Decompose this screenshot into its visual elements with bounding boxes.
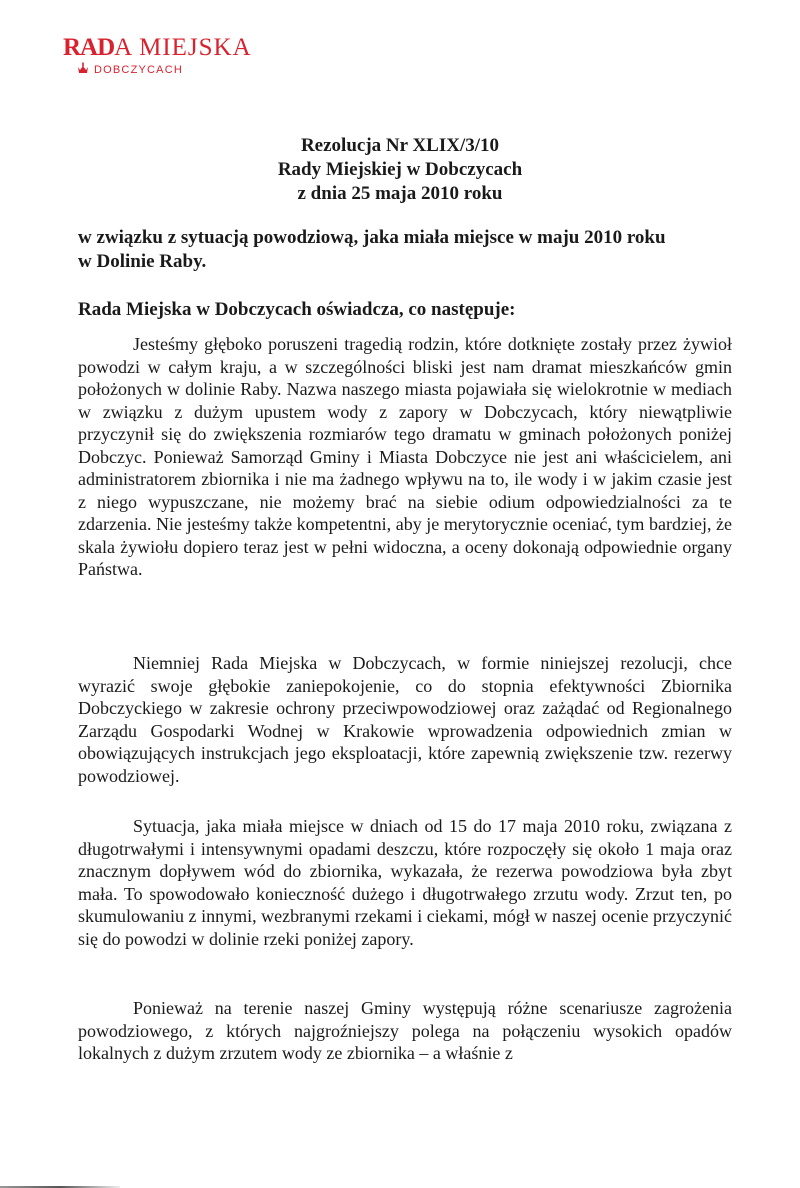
crown-emblem-icon (77, 62, 89, 74)
stamp-title (63, 34, 252, 62)
resolution-date: z dnia 25 maja 2010 roku (297, 183, 503, 204)
subject-line-2: w Dolinie Raby. (78, 251, 207, 272)
resolution-subject (78, 226, 758, 274)
resolution-number: Rezolucja Nr XLIX/3/10 (300, 135, 500, 156)
council-stamp (63, 34, 252, 76)
stamp-title-rest: A MIEJSKA (114, 34, 252, 61)
subject-line-1: w związku z sytuacją powodziową, jaka miała miejsce w maju 2010 roku (78, 227, 666, 248)
stamp-title-bold: RAD (63, 34, 115, 61)
paragraph-1: Jesteśmy głęboko poruszeni tragedią rodzin, które dotknięte zostały przez żywioł powodzi w całym kraju, a w szczególności bliski jest nam dramat mieszkańców gmin położonych w dolinie Raby. Nazwa naszego miasta pojawiała się wielokrotnie w mediach w związku z dużym upustem wody z zapory w Dobczycach, który niewątpliwie przyczynił się do zwiększenia rozmiarów tego dramatu w gminach położonych poniżej Dobczyc. Ponieważ Samorząd Gminy i Miasta Dobczyce nie jest ani właścicielem, ani administratorem zbiornika i nie ma żadnego wpływu na to, ile wody i w jakim czasie jest z niego wypuszczane, nie możemy brać na siebie odium odpowiedzialności za te zdarzenia. Nie jesteśmy także kompetentni, aby je merytorycznie oceniać, tym bardziej, że skala żywiołu dopiero teraz jest w pełni widoczna, a oceny dokonają odpowiednie organy Państwa. (78, 334, 732, 579)
resolution-issuer: Rady Miejskiej w Dobczycach (277, 159, 523, 180)
declaration-heading: Rada Miejska w Dobczycach oświadcza, co następuje: (78, 299, 516, 320)
stamp-subtitle: DOBCZYCACH (94, 64, 184, 76)
paragraph-4: Ponieważ na terenie naszej Gminy występują różne scenariusze zagrożenia powodziowego, z których najgroźniejszy polega na połączeniu wysokich opadów lokalnych z dużym zrzutem wody ze zbiornika – a właśnie z (78, 998, 732, 1063)
resolution-header (0, 134, 800, 206)
paragraph-2: Niemniej Rada Miejska w Dobczycach, w formie niniejszej rezolucji, chce wyrazić swoje głębokie zaniepokojenie, co do stopnia efektywności Zbiornika Dobczyckiego w zakresie ochrony przeciwpowodziowej oraz zażądać od Regionalnego Zarządu Gospodarki Wodnej w Krakowie wprowadzenia odpowiednich zmian w obowiązujących instrukcjach jego eksploatacji, które zapewnią zwiększenie tzw. rezerwy powodziowej. (78, 653, 732, 786)
paragraph-3: Sytuacja, jaka miała miejsce w dniach od 15 do 17 maja 2010 roku, związana z długotrwałymi i intensywnymi opadami deszczu, które rozpoczęły się około 1 maja oraz znacznym dopływem wód do zbiornika, wykazała, że rezerwa powodziowa była zbyt mała. To spowodowało konieczność dużego i długotrwałego zrzutu wody. Zrzut ten, po skumulowaniu z innymi, wezbranymi rzekami i ciekami, mógł w naszej ocenie przyczynić się do powodzi w dolinie rzeki poniżej zapory. (78, 816, 732, 949)
